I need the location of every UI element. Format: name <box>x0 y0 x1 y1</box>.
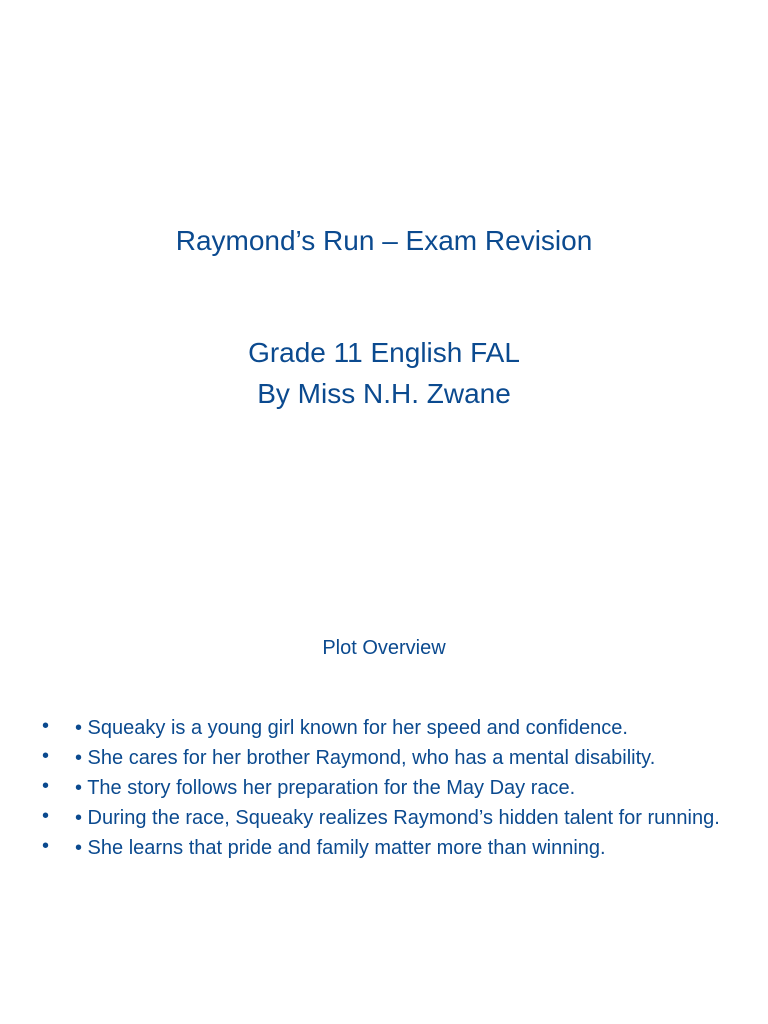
list-item-text: • The story follows her preparation for the May Day race. <box>75 777 576 799</box>
subtitle-author-line: By Miss N.H. Zwane <box>257 378 511 409</box>
bullet-icon: • <box>42 745 50 767</box>
list-item-text: • She learns that pride and family matter more than winning. <box>75 837 606 859</box>
list-item <box>42 716 722 741</box>
list-item-text: • Squeaky is a young girl known for her speed and confidence. <box>75 717 628 739</box>
list-item-text: • She cares for her brother Raymond, who has a mental disability. <box>75 747 656 769</box>
list-item-text: • During the race, Squeaky realizes Raymond’s hidden talent for running. <box>75 807 720 829</box>
list-item <box>42 776 722 801</box>
bullet-icon: • <box>42 775 50 797</box>
bullet-icon: • <box>42 835 50 857</box>
list-item <box>42 806 722 831</box>
list-item <box>42 746 722 771</box>
plot-overview-list <box>42 716 722 866</box>
list-item <box>42 836 722 861</box>
section-heading: Plot Overview <box>322 637 446 659</box>
slide-subtitle <box>0 332 768 414</box>
subtitle-grade-line: Grade 11 English FAL <box>248 337 520 368</box>
slide-title: Raymond’s Run – Exam Revision <box>175 225 593 256</box>
bullet-icon: • <box>42 715 50 737</box>
bullet-icon: • <box>42 805 50 827</box>
